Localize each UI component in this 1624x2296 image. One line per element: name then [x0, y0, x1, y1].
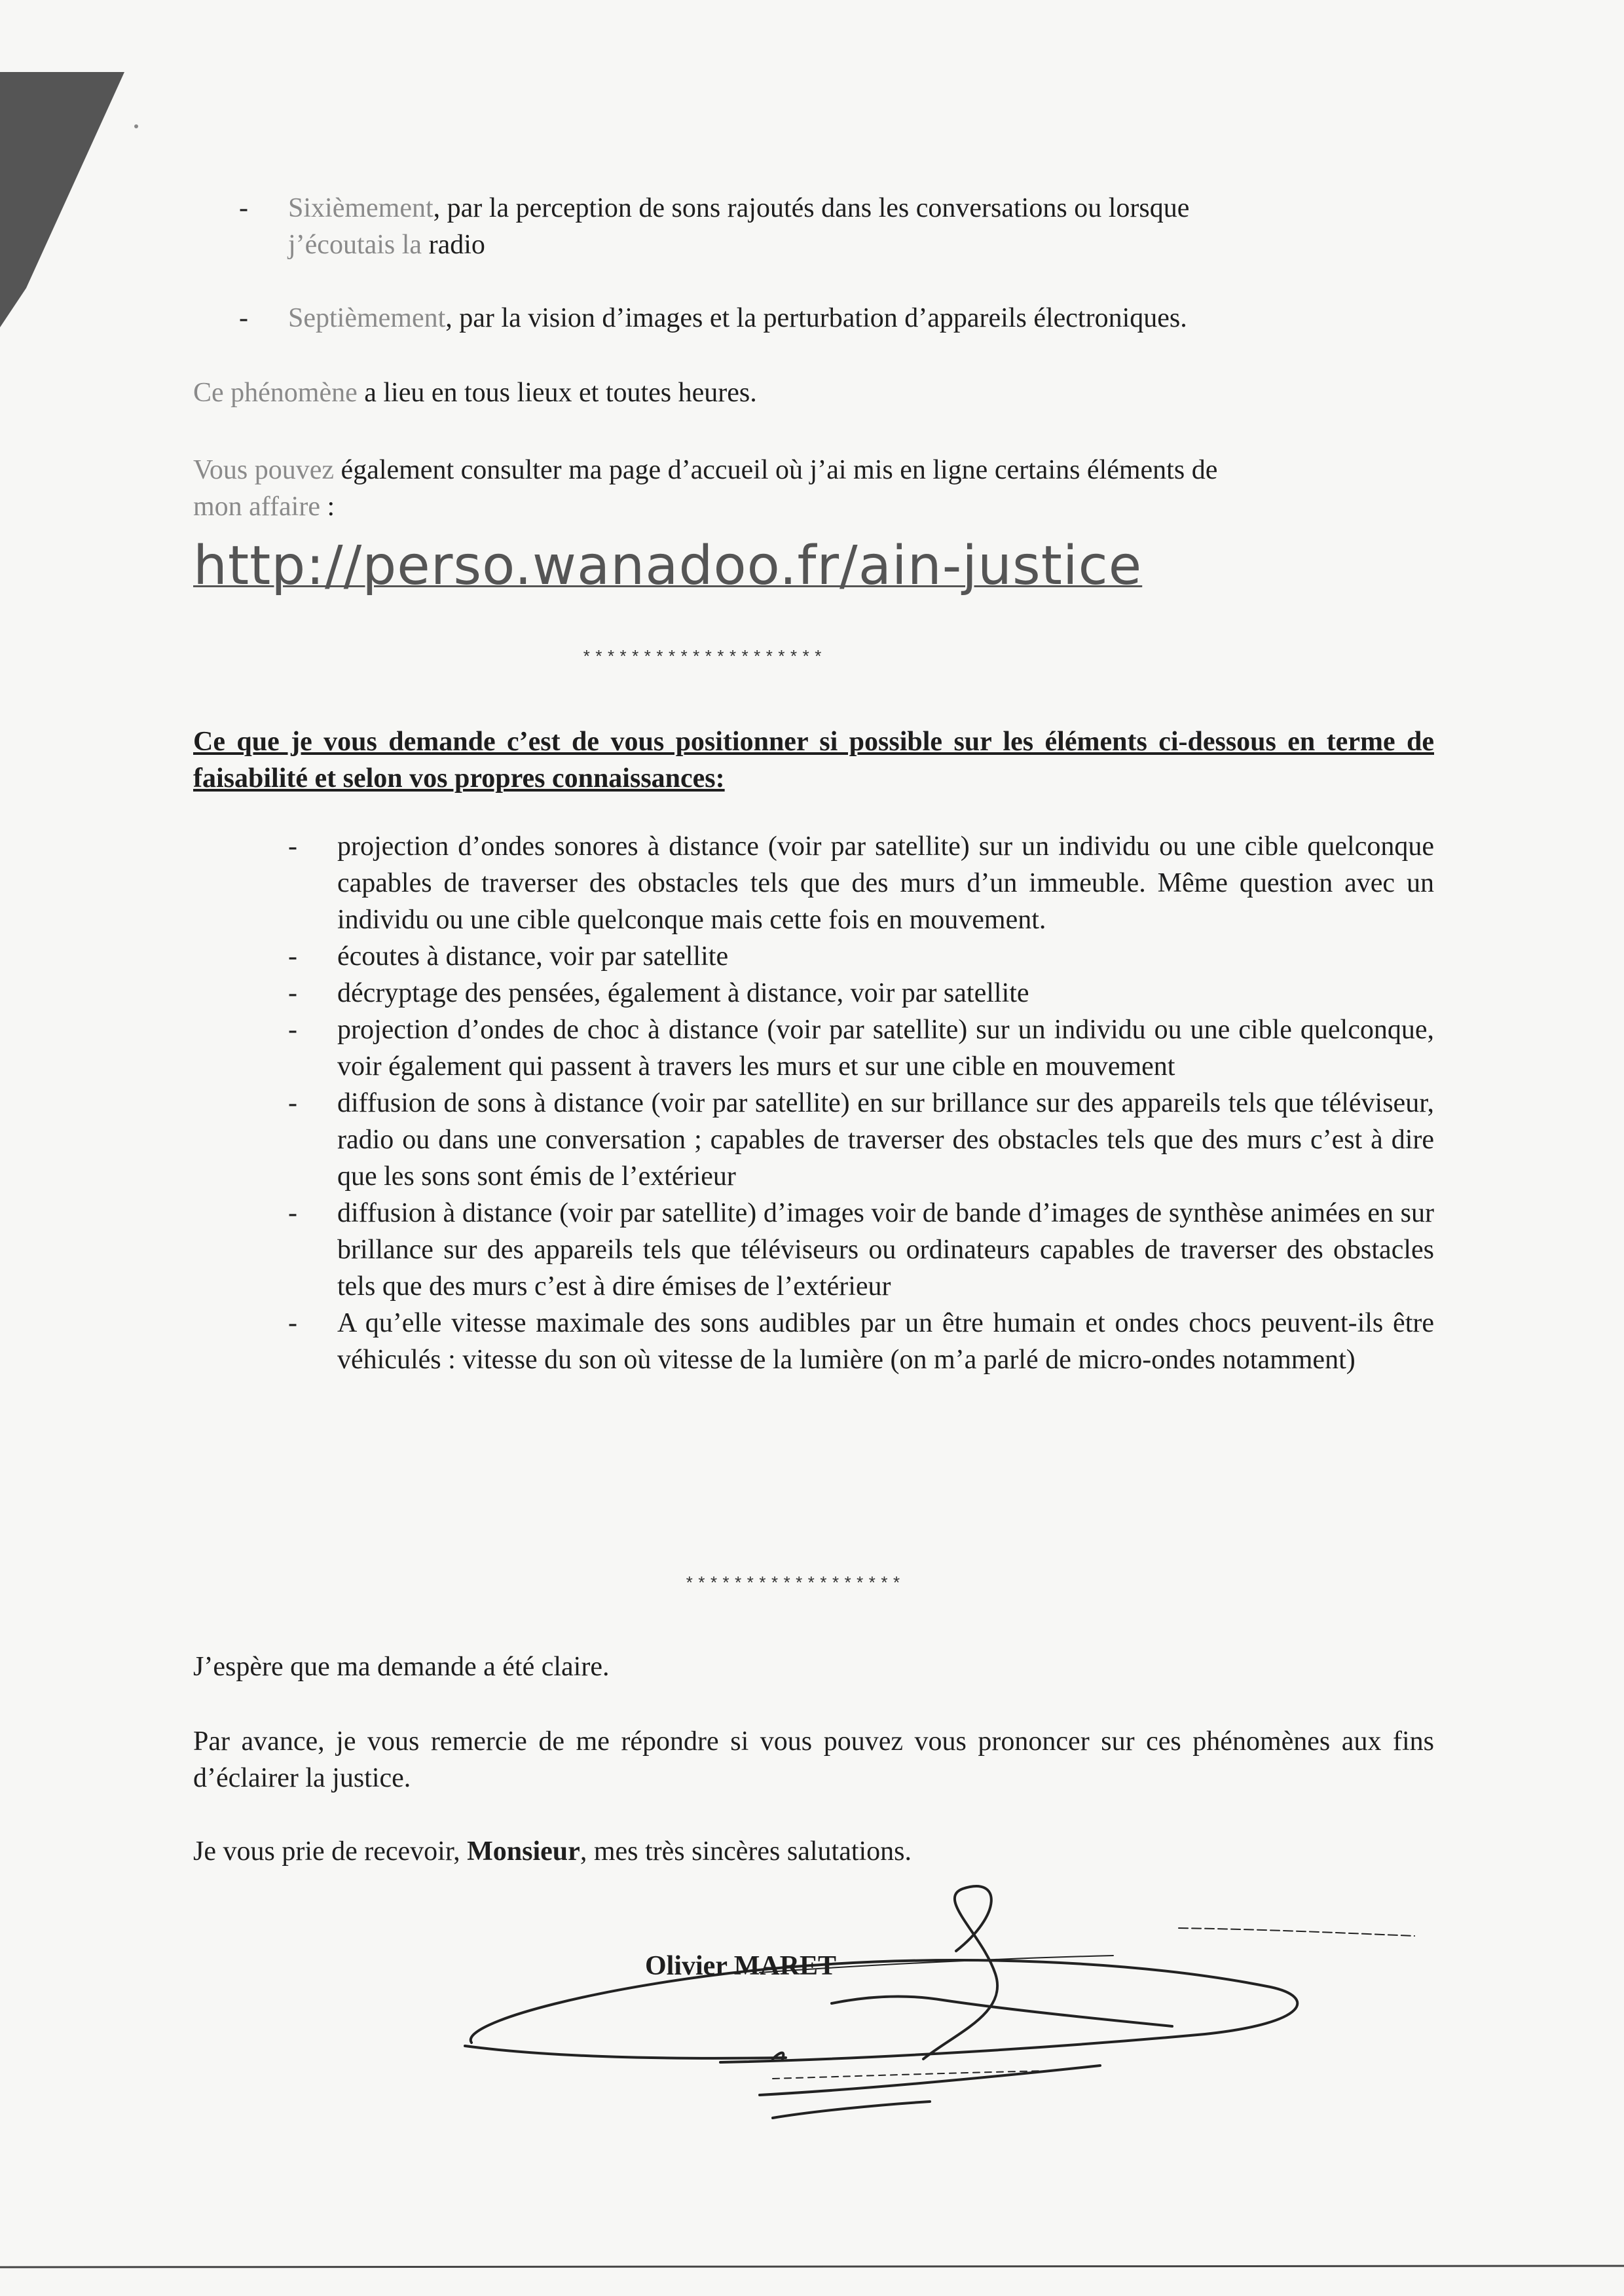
list-item	[288, 1305, 1434, 1378]
paragraph-lead: Vous pouvez	[193, 455, 335, 485]
bullet-dash: -	[288, 831, 297, 862]
list-item-text: projection d’ondes de choc à distance (voir par satellite) sur un individu ou une cible quelconque, voir également qui passent à travers les murs et sur une cible en mouvement	[337, 1015, 1434, 1082]
intro-item-lead: Septièmement	[288, 303, 446, 333]
list-item	[288, 828, 1434, 938]
bullet-dash: -	[288, 941, 297, 972]
homepage-link[interactable]: http://perso.wanadoo.fr/ain-justice	[193, 535, 1143, 597]
bullet-dash: -	[239, 303, 248, 333]
list-item-text: diffusion de sons à distance (voir par satellite) en sur brillance sur des appareils tels que téléviseur, radio ou dans une conversation ; capables de traverser des obstacles tels que des murs c’est à dire que les sons sont émis de l’extérieur	[337, 1088, 1434, 1192]
intro-item-text: , par la vision d’images et la perturbation d’appareils électroniques.	[445, 303, 1187, 333]
list-item-text: décryptage des pensées, également à distance, voir par satellite	[337, 978, 1029, 1008]
list-item	[288, 975, 1434, 1011]
separator-stars-1: ********************	[581, 648, 826, 668]
handwritten-signature	[419, 1863, 1441, 2138]
list-item-text: projection d’ondes sonores à distance (voir par satellite) sur un individu ou une cible quelconque capables de traverser des obstacles tels que des murs d’un immeuble. Même question avec un individu ou une cible quelconque mais cette fois en mouvement.	[337, 831, 1434, 935]
list-item	[288, 1011, 1434, 1085]
salutation-recipient: Monsieur	[467, 1836, 580, 1867]
salutation-before: Je vous prie de recevoir,	[193, 1836, 468, 1867]
bullet-dash: -	[288, 1308, 297, 1338]
salutation-after: , mes très sincères salutations.	[580, 1836, 912, 1867]
bullet-dash: -	[288, 1088, 297, 1118]
list-item-text: diffusion à distance (voir par satellite) d’images voir de bande d’images de synthèse animées en sur brillance sur des appareils tels que téléviseurs ou ordinateurs capables de traverser des obstacles tels que des murs c’est à dire émises de l’extérieur	[337, 1198, 1434, 1302]
paragraph-consult	[193, 452, 1434, 525]
scan-corner-shadow	[0, 0, 157, 340]
list-item-text: A qu’elle vitesse maximale des sons audibles par un être humain et ondes chocs peuvent-ils être véhiculés : vitesse du son où vitesse de la lumière (on m’a parlé de micro-ondes notamment)	[337, 1308, 1434, 1375]
request-heading: Ce que je vous demande c’est de vous positionner si possible sur les éléments ci-dessous en terme de faisabilité et selon vos propres connaissances:	[193, 727, 1434, 793]
questions-list	[288, 828, 1434, 1378]
list-item	[288, 938, 1434, 975]
paragraph-phenomenon	[193, 374, 1434, 411]
bullet-dash: -	[288, 978, 297, 1008]
paragraph-text: également consulter ma page d’accueil où j’ai mis en ligne certains éléments de	[334, 455, 1218, 485]
list-item	[288, 1085, 1434, 1195]
bullet-dash: -	[288, 1198, 297, 1228]
closing-thanks: Par avance, je vous remercie de me répondre si vous pouvez vous prononcer sur ces phénomènes aux fins d’éclairer la justice.	[193, 1726, 1434, 1793]
signatory-name: Olivier MARET	[645, 1951, 837, 1981]
intro-item-text: , par la perception de sons rajoutés dans les conversations ou lorsque	[433, 193, 1190, 223]
paragraph-text: a lieu en tous lieux et toutes heures.	[357, 378, 757, 408]
intro-item-lead: Sixièmement	[288, 193, 434, 223]
intro-item-cont-lead: j’écoutais la	[288, 230, 422, 260]
closing-clarity: J’espère que ma demande a été claire.	[193, 1652, 610, 1682]
list-item	[288, 1195, 1434, 1305]
paragraph-cont-lead: mon affaire	[193, 492, 320, 522]
paragraph-cont-text: :	[320, 492, 335, 522]
separator-stars-2: ******************	[684, 1575, 904, 1594]
paragraph-lead: Ce phénomène	[193, 378, 358, 408]
scan-speck	[134, 124, 138, 128]
list-item-text: écoutes à distance, voir par satellite	[337, 941, 729, 972]
bottom-rule	[0, 2262, 1624, 2275]
intro-item-cont-text: radio	[422, 230, 485, 260]
bullet-dash: -	[239, 193, 248, 223]
bullet-dash: -	[288, 1015, 297, 1045]
